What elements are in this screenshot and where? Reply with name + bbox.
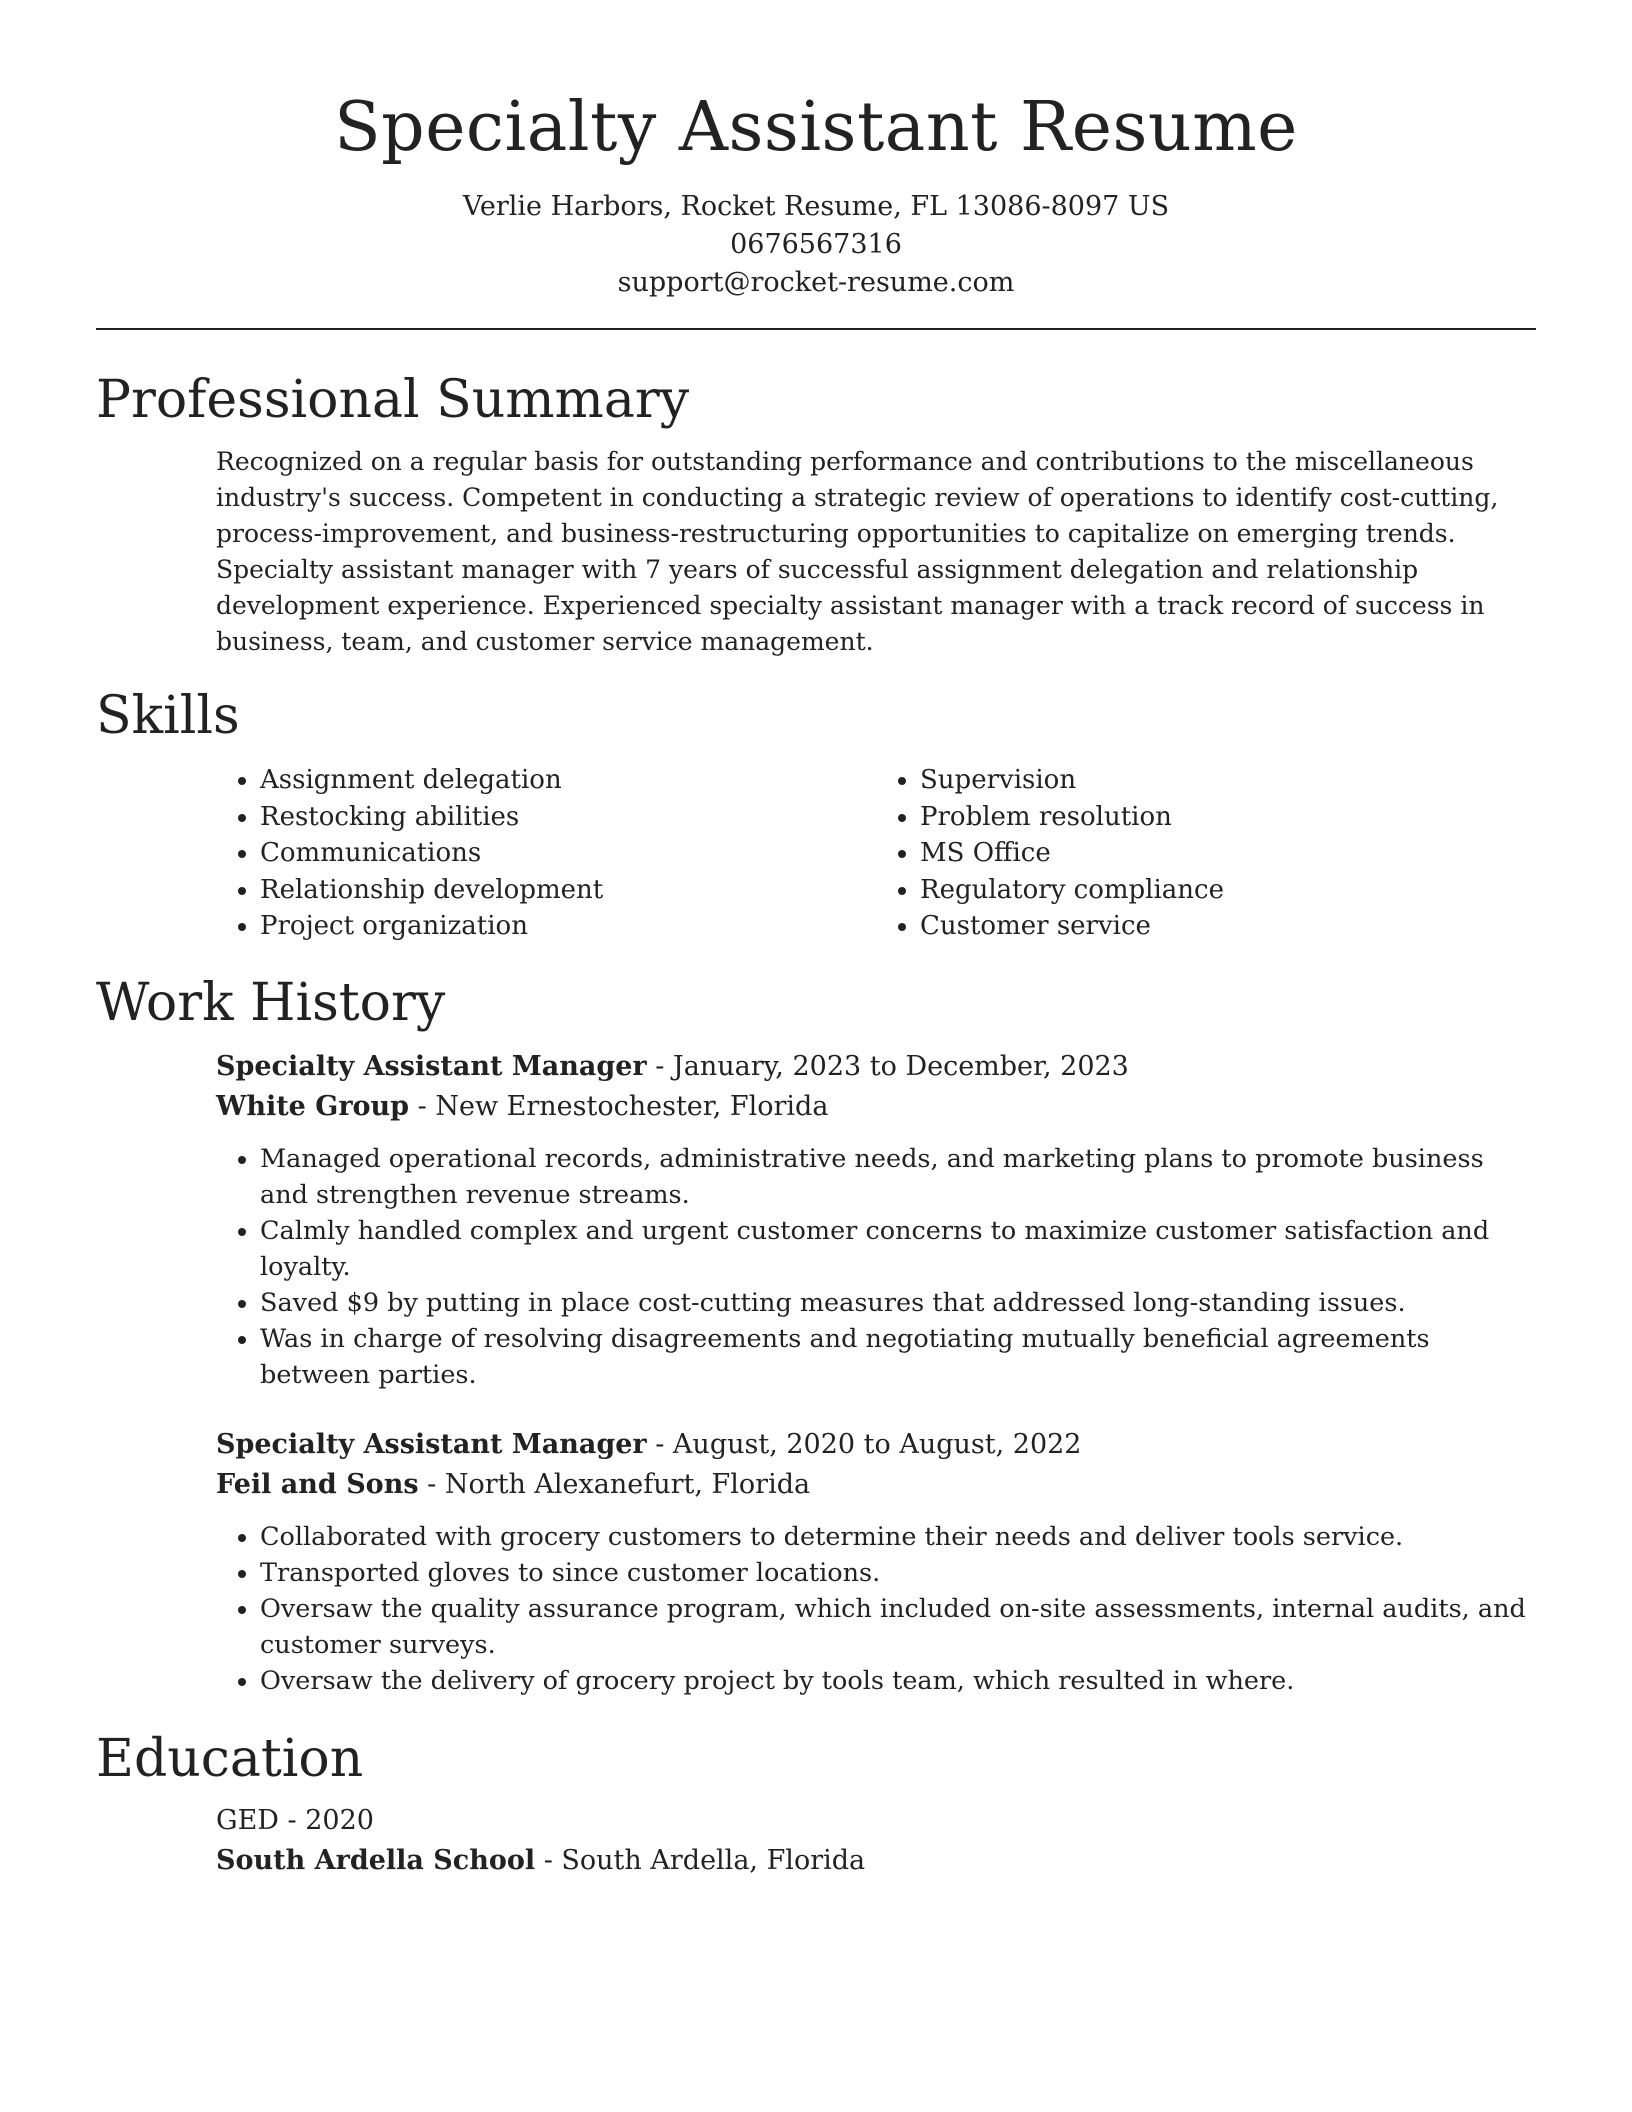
- job-dates: - January, 2023 to December, 2023: [646, 1050, 1129, 1082]
- resume-page: [96, 0, 1536, 1881]
- job-company: White Group: [216, 1090, 410, 1122]
- skill-item: • Regulatory compliance: [920, 872, 1536, 909]
- skill-item: • Project organization: [260, 908, 876, 945]
- summary-section: [216, 444, 1536, 660]
- job-title-line: [216, 1047, 1536, 1087]
- header-divider: [96, 328, 1536, 330]
- skill-item: • Assignment delegation: [260, 762, 876, 799]
- skill-item: • Supervision: [920, 762, 1536, 799]
- job-title-line: [216, 1425, 1536, 1465]
- education-degree: GED: [216, 1804, 279, 1836]
- skill-item: • Customer service: [920, 908, 1536, 945]
- job-dates: - August, 2020 to August, 2022: [646, 1428, 1082, 1460]
- education-section: [216, 1801, 1536, 1881]
- job-bullet: • Calmly handled complex and urgent customer concerns to maximize customer satisfaction and loyalty.: [260, 1213, 1536, 1285]
- resume-title: Specialty Assistant Resume: [334, 88, 1298, 167]
- job-bullet: • Transported gloves to since customer locations.: [260, 1555, 1536, 1591]
- job-company-line: [216, 1465, 1536, 1505]
- job-bullet: • Oversaw the delivery of grocery project by tools team, which resulted in where.: [260, 1663, 1536, 1699]
- job-bullet: • Managed operational records, administrative needs, and marketing plans to promote business and strengthen revenue streams.: [260, 1141, 1536, 1213]
- education-school: South Ardella School: [216, 1844, 536, 1876]
- job-entry: [216, 1047, 1536, 1393]
- job-bullet: • Oversaw the quality assurance program, which included on-site assessments, internal audits, and customer surveys.: [260, 1591, 1536, 1663]
- education-year: - 2020: [278, 1804, 374, 1836]
- job-entry: [216, 1425, 1536, 1699]
- skills-heading: Skills: [96, 686, 240, 746]
- contact-address: Verlie Harbors, Rocket Resume, FL 13086-8097 US: [462, 191, 1170, 222]
- job-company: Feil and Sons: [216, 1468, 419, 1500]
- skill-item: • Restocking abilities: [260, 799, 876, 836]
- education-school-line: [216, 1841, 1536, 1881]
- job-bullets: [216, 1519, 1536, 1699]
- job-bullet: • Was in charge of resolving disagreements and negotiating mutually beneficial agreements between parties.: [260, 1321, 1536, 1393]
- skill-item: • MS Office: [920, 835, 1536, 872]
- job-bullet: • Saved $9 by putting in place cost-cutting measures that addressed long-standing issues.: [260, 1285, 1536, 1321]
- job-location: - North Alexanefurt, Florida: [418, 1468, 811, 1500]
- job-bullets: [216, 1141, 1536, 1393]
- skill-item: • Communications: [260, 835, 876, 872]
- resume-header: [96, 0, 1536, 302]
- work-history-heading: Work History: [96, 972, 446, 1033]
- contact-phone: 0676567316: [730, 229, 902, 260]
- skills-left-column: [216, 762, 876, 945]
- education-location: - South Ardella, Florida: [535, 1844, 866, 1876]
- skills-right-column: [876, 762, 1536, 945]
- contact-email: support@rocket-resume.com: [617, 267, 1015, 298]
- job-bullet: • Collaborated with grocery customers to determine their needs and deliver tools service.: [260, 1519, 1536, 1555]
- summary-text: Recognized on a regular basis for outstanding performance and contributions to the miscellaneous industry's success. Competent in conducting a strategic review of operations to identify cost-cutting, process-improvement, and business-restructuring opportunities to capitalize on emerging trends. Specialty assistant manager with 7 years of successful assignment delegation and relationship development experience. Experienced specialty assistant manager with a track record of success in business, team, and customer service management.: [216, 447, 1499, 656]
- education-degree-line: [216, 1801, 1536, 1841]
- work-history-section: [216, 1047, 1536, 1699]
- skill-item: • Problem resolution: [920, 799, 1536, 836]
- job-location: - New Ernestochester, Florida: [409, 1090, 829, 1122]
- skills-section: [216, 762, 1536, 945]
- summary-heading: Professional Summary: [96, 370, 690, 430]
- contact-block: [96, 188, 1536, 302]
- job-title: Specialty Assistant Manager: [216, 1428, 647, 1460]
- job-title: Specialty Assistant Manager: [216, 1050, 647, 1082]
- job-company-line: [216, 1087, 1536, 1127]
- skill-item: • Relationship development: [260, 872, 876, 909]
- education-heading: Education: [96, 1728, 364, 1789]
